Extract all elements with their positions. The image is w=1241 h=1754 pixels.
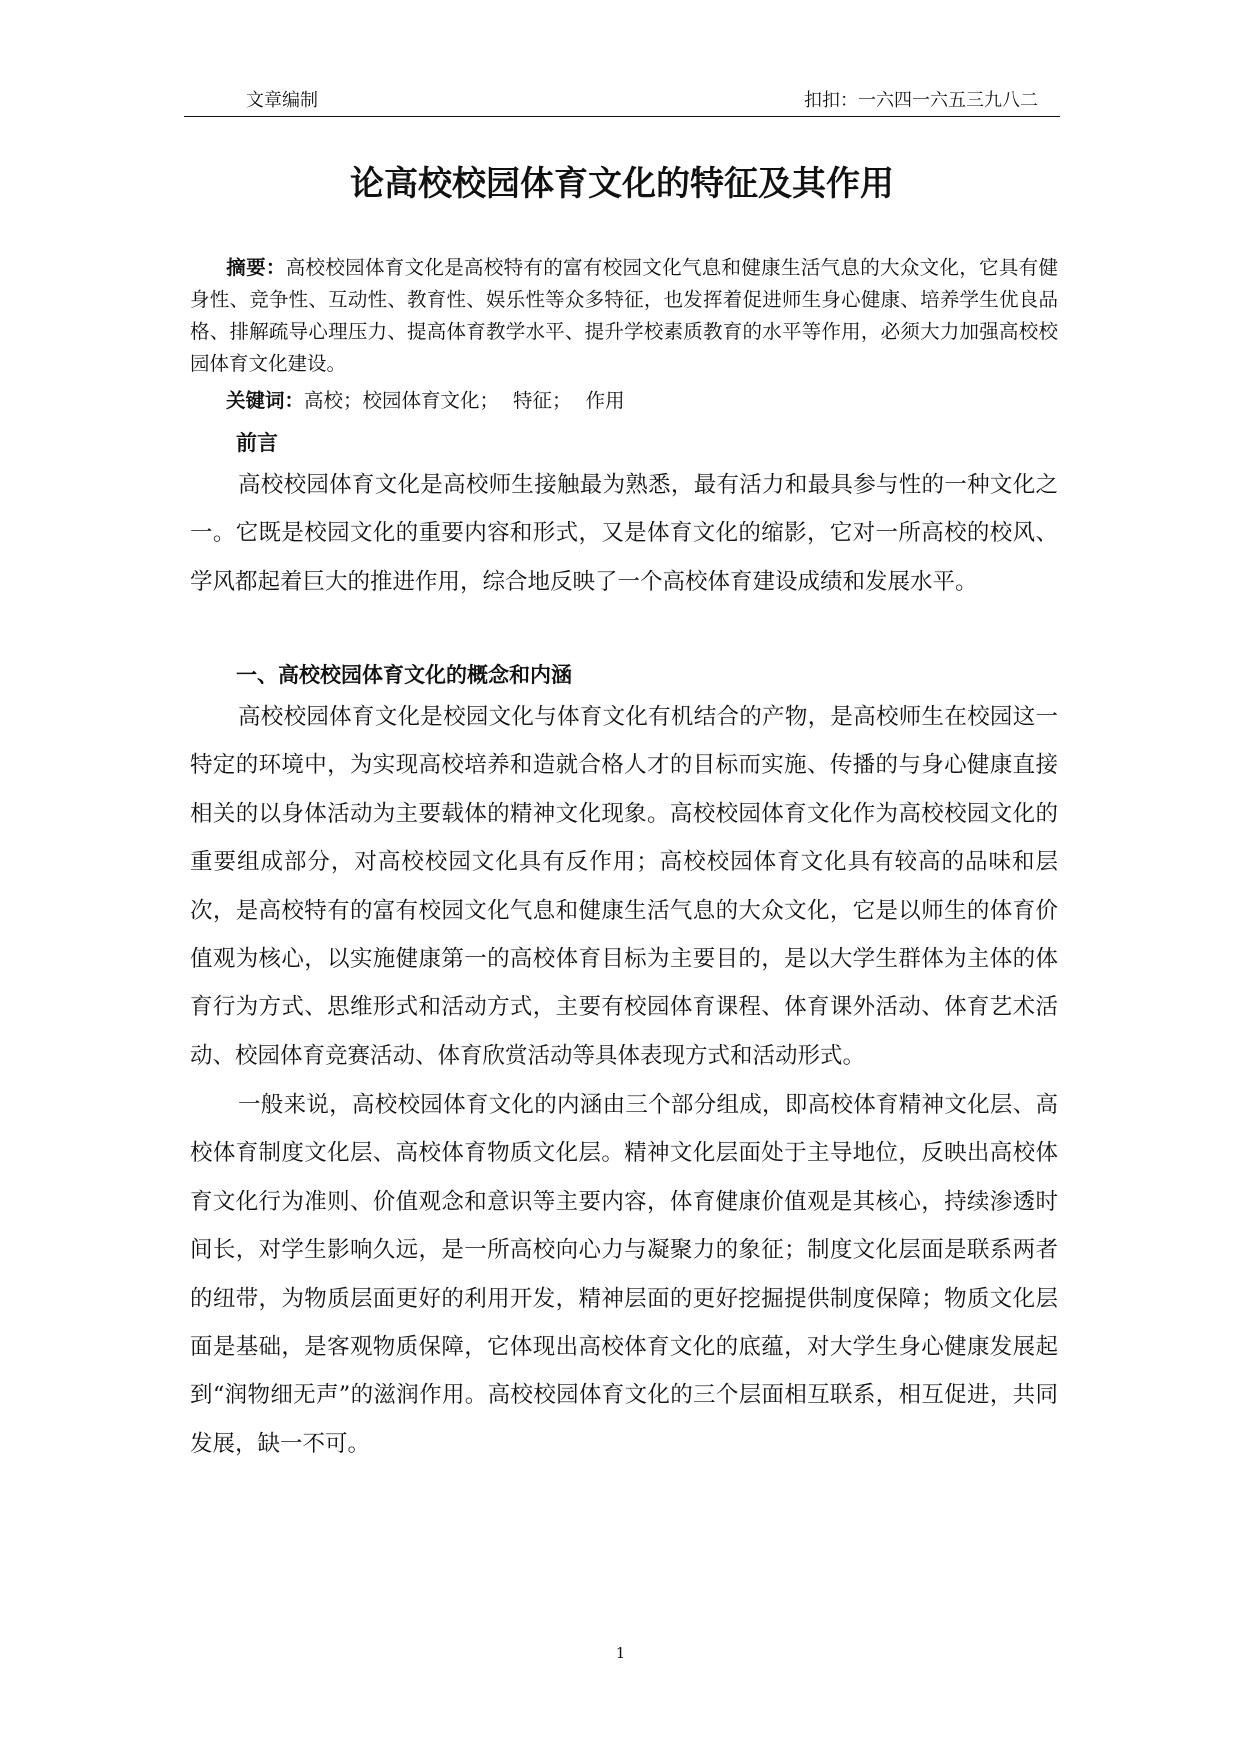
header-right-text: 扣扣：一六四一六五三九八二 — [804, 90, 1038, 111]
abstract-text: 高校校园体育文化是高校特有的富有校园文化气息和健康生活气息的大众文化，它具有健身性、竞争性、互动性、教育性、娱乐性等众多特征，也发挥着促进师生身心健康、培养学生优良品格、排解疏导心理压力、提高体育教学水平、提升学校素质教育的水平等作用，必须大力加强高校校园体育文化建设。 — [190, 256, 1058, 375]
document-title: 论高校校园体育文化的特征及其作用 — [350, 164, 894, 204]
running-header — [184, 86, 1060, 117]
body-paragraph: 高校校园体育文化是高校师生接触最为熟悉，最有活力和最具参与性的一种文化之一。它既是校园文化的重要内容和形式，又是体育文化的缩影，它对一所高校的校风、学风都起着巨大的推进作用，综合地反映了一个高校体育建设成绩和发展水平。 — [190, 472, 1058, 595]
section-heading-preface: 前言 — [236, 431, 278, 455]
page-number: 1 — [615, 1644, 626, 1662]
keywords — [226, 385, 625, 417]
keyword-item: 特征； — [513, 389, 572, 412]
body-paragraph: 高校校园体育文化是校园文化与体育文化有机结合的产物，是高校师生在校园这一特定的环境中，为实现高校培养和造就合格人才的目标而实施、传播的与身心健康直接相关的以身体活动为主要载体的精神文化现象。高校校园体育文化作为高校校园文化的重要组成部分，对高校校园文化具有反作用；高校校园体育文化具有较高的品味和层次，是高校特有的富有校园文化气息和健康生活气息的大众文化，它是以师生的体育价值观为核心，以实施健康第一的高校体育目标为主要目的，是以大学生群体为主体的体育行为方式、思维形式和活动方式，主要有校园体育课程、体育课外活动、体育艺术活动、校园体育竞赛活动、体育欣赏活动等具体表现方式和活动形式。 — [190, 704, 1058, 1069]
keyword-item: 校园体育文化； — [362, 389, 500, 412]
section-heading-concept: 一、高校校园体育文化的概念和内涵 — [236, 663, 572, 687]
keyword-item: 作用 — [585, 389, 625, 412]
keyword-item: 高校； — [304, 389, 363, 412]
keywords-label: 关键词： — [226, 389, 305, 412]
header-left-text: 文章编制 — [246, 90, 318, 111]
abstract-label: 摘要： — [226, 256, 286, 279]
body-paragraph: 一般来说，高校校园体育文化的内涵由三个部分组成，即高校体育精神文化层、高校体育制度文化层、高校体育物质文化层。精神文化层面处于主导地位，反映出高校体育文化行为准则、价值观念和意识等主要内容，体育健康价值观是其核心，持续渗透时间长，对学生影响久远，是一所高校向心力与凝聚力的象征；制度文化层面是联系两者的纽带，为物质层面更好的利用开发，精神层面的更好挖掘提供制度保障；物质文化层面是基础，是客观物质保障，它体现出高校体育文化的底蕴，对大学生身心健康发展起到“润物细无声”的滋润作用。高校校园体育文化的三个层面相互联系，相互促进，共同发展，缺一不可。 — [190, 1092, 1058, 1457]
abstract — [190, 252, 1058, 380]
